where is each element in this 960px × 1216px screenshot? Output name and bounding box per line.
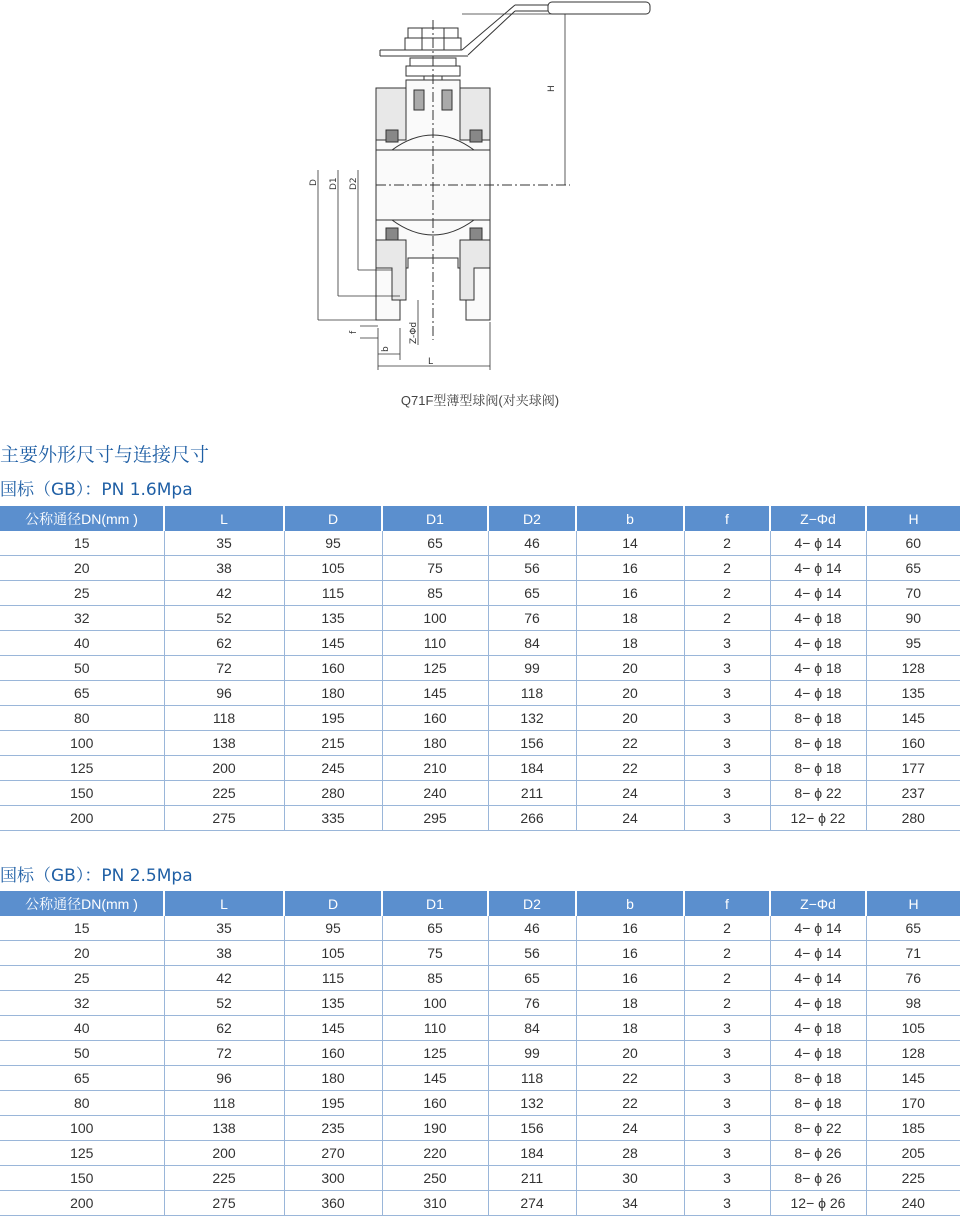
table-cell: 160 (382, 1091, 488, 1116)
spec-table-pn16 (0, 506, 960, 831)
table-cell: 72 (164, 656, 284, 681)
table-cell: 125 (0, 1141, 164, 1166)
table-cell: 62 (164, 1016, 284, 1041)
table-cell: 75 (382, 556, 488, 581)
spec-table-pn25 (0, 891, 960, 1216)
table-row (0, 1191, 960, 1216)
table-cell: 8− ϕ 18 (770, 1091, 866, 1116)
table-cell: 32 (0, 606, 164, 631)
table-cell: 220 (382, 1141, 488, 1166)
table-cell: 110 (382, 631, 488, 656)
table-cell: 3 (684, 631, 770, 656)
valve-drawing (0, 0, 960, 430)
table-cell: 20 (0, 941, 164, 966)
table-cell: 52 (164, 606, 284, 631)
table-cell: 184 (488, 756, 576, 781)
table-cell: 18 (576, 606, 684, 631)
table-cell: 145 (284, 631, 382, 656)
table-cell: 125 (0, 756, 164, 781)
table-cell: 16 (576, 581, 684, 606)
dim-label-l: L (428, 357, 434, 367)
table-cell: 200 (0, 806, 164, 831)
table-row (0, 1141, 960, 1166)
column-header: D (284, 506, 382, 531)
table-cell: 38 (164, 941, 284, 966)
table-cell: 132 (488, 1091, 576, 1116)
table-cell: 84 (488, 631, 576, 656)
table-cell: 225 (866, 1166, 960, 1191)
table-cell: 90 (866, 606, 960, 631)
table-cell: 274 (488, 1191, 576, 1216)
table-cell: 8− ϕ 18 (770, 756, 866, 781)
table-cell: 65 (382, 531, 488, 556)
table-row (0, 1066, 960, 1091)
table-row (0, 656, 960, 681)
dim-label-b: b (381, 346, 391, 352)
table-cell: 184 (488, 1141, 576, 1166)
table-cell: 20 (576, 681, 684, 706)
table-cell: 30 (576, 1166, 684, 1191)
table-cell: 35 (164, 531, 284, 556)
table-cell: 132 (488, 706, 576, 731)
column-header: f (684, 506, 770, 531)
table-cell: 210 (382, 756, 488, 781)
table-cell: 25 (0, 966, 164, 991)
table-cell: 270 (284, 1141, 382, 1166)
table-cell: 4− ϕ 14 (770, 941, 866, 966)
table-cell: 3 (684, 1166, 770, 1191)
table-cell: 96 (164, 681, 284, 706)
table-cell: 4− ϕ 14 (770, 531, 866, 556)
table-cell: 95 (284, 531, 382, 556)
table-cell: 76 (488, 991, 576, 1016)
table-cell: 280 (284, 781, 382, 806)
table-cell: 160 (866, 731, 960, 756)
table-cell: 8− ϕ 22 (770, 1116, 866, 1141)
table-cell: 12− ϕ 22 (770, 806, 866, 831)
table-cell: 138 (164, 1116, 284, 1141)
column-header: 公称通径DN(mm ) (0, 506, 164, 531)
table-cell: 2 (684, 531, 770, 556)
table-cell: 15 (0, 916, 164, 941)
table-cell: 42 (164, 966, 284, 991)
column-header: D (284, 891, 382, 916)
table-cell: 65 (0, 681, 164, 706)
table-cell: 3 (684, 1091, 770, 1116)
table-cell: 4− ϕ 18 (770, 1016, 866, 1041)
table-row (0, 991, 960, 1016)
table-cell: 35 (164, 916, 284, 941)
table-cell: 50 (0, 1041, 164, 1066)
table-cell: 3 (684, 706, 770, 731)
table-cell: 72 (164, 1041, 284, 1066)
table-cell: 150 (0, 1166, 164, 1191)
table-row (0, 531, 960, 556)
table-cell: 205 (866, 1141, 960, 1166)
table-cell: 8− ϕ 26 (770, 1166, 866, 1191)
table-cell: 12− ϕ 26 (770, 1191, 866, 1216)
table-cell: 62 (164, 631, 284, 656)
table-cell: 135 (284, 606, 382, 631)
table-cell: 128 (866, 656, 960, 681)
table-cell: 2 (684, 941, 770, 966)
table-cell: 20 (576, 1041, 684, 1066)
table-cell: 65 (382, 916, 488, 941)
dim-label-f: f (349, 330, 359, 334)
table-cell: 4− ϕ 18 (770, 1041, 866, 1066)
table-cell: 3 (684, 1041, 770, 1066)
table-cell: 211 (488, 781, 576, 806)
table-cell: 18 (576, 1016, 684, 1041)
table-header-row (0, 891, 960, 916)
table-cell: 25 (0, 581, 164, 606)
table-cell: 18 (576, 631, 684, 656)
table-cell: 295 (382, 806, 488, 831)
table-cell: 4− ϕ 18 (770, 606, 866, 631)
table-cell: 145 (284, 1016, 382, 1041)
table-cell: 22 (576, 756, 684, 781)
table-row (0, 1016, 960, 1041)
table-cell: 2 (684, 991, 770, 1016)
table-cell: 125 (382, 656, 488, 681)
table-cell: 180 (284, 1066, 382, 1091)
table-cell: 266 (488, 806, 576, 831)
table-cell: 250 (382, 1166, 488, 1191)
table-cell: 70 (866, 581, 960, 606)
table-cell: 237 (866, 781, 960, 806)
table-cell: 4− ϕ 18 (770, 631, 866, 656)
table-cell: 4− ϕ 14 (770, 581, 866, 606)
table-cell: 56 (488, 941, 576, 966)
valve-cross-section-svg (0, 0, 960, 390)
table-cell: 156 (488, 731, 576, 756)
table-cell: 95 (866, 631, 960, 656)
table-cell: 195 (284, 1091, 382, 1116)
valve-handle (380, 2, 650, 56)
table-cell: 4− ϕ 18 (770, 681, 866, 706)
figure-caption: Q71F型薄型球阀(对夹球阀) (400, 393, 560, 408)
table-cell: 110 (382, 1016, 488, 1041)
column-header: H (866, 891, 960, 916)
table-cell: 160 (284, 1041, 382, 1066)
table-cell: 3 (684, 731, 770, 756)
table-cell: 200 (164, 756, 284, 781)
table-cell: 335 (284, 806, 382, 831)
table-cell: 145 (382, 1066, 488, 1091)
table-cell: 100 (0, 1116, 164, 1141)
table-cell: 190 (382, 1116, 488, 1141)
table-cell: 8− ϕ 18 (770, 706, 866, 731)
column-header: D2 (488, 506, 576, 531)
table-cell: 20 (0, 556, 164, 581)
table-cell: 24 (576, 781, 684, 806)
table-row (0, 941, 960, 966)
table-row (0, 631, 960, 656)
table-cell: 156 (488, 1116, 576, 1141)
table-cell: 60 (866, 531, 960, 556)
table-row (0, 706, 960, 731)
table-cell: 4− ϕ 14 (770, 916, 866, 941)
table-cell: 16 (576, 966, 684, 991)
column-header: L (164, 891, 284, 916)
section-title: 主要外形尺寸与连接尺寸 (0, 444, 210, 466)
table-row (0, 681, 960, 706)
table-cell: 225 (164, 781, 284, 806)
table-cell: 177 (866, 756, 960, 781)
table-row (0, 606, 960, 631)
table-cell: 2 (684, 606, 770, 631)
table-cell: 8− ϕ 26 (770, 1141, 866, 1166)
table-cell: 145 (866, 706, 960, 731)
table-cell: 310 (382, 1191, 488, 1216)
table-cell: 4− ϕ 14 (770, 556, 866, 581)
table-cell: 85 (382, 966, 488, 991)
table-cell: 2 (684, 966, 770, 991)
column-header: D2 (488, 891, 576, 916)
table-cell: 138 (164, 731, 284, 756)
table-cell: 4− ϕ 14 (770, 966, 866, 991)
table-cell: 20 (576, 656, 684, 681)
table-cell: 275 (164, 1191, 284, 1216)
table-cell: 185 (866, 1116, 960, 1141)
table-cell: 240 (866, 1191, 960, 1216)
table-cell: 3 (684, 806, 770, 831)
table-cell: 3 (684, 681, 770, 706)
table-row (0, 556, 960, 581)
table-cell: 15 (0, 531, 164, 556)
table-cell: 40 (0, 1016, 164, 1041)
table-cell: 240 (382, 781, 488, 806)
table-cell: 128 (866, 1041, 960, 1066)
dim-label-zd: Z-Φd (409, 321, 419, 344)
table-cell: 24 (576, 806, 684, 831)
table-cell: 180 (284, 681, 382, 706)
table-cell: 32 (0, 991, 164, 1016)
table-cell: 20 (576, 706, 684, 731)
table-cell: 14 (576, 531, 684, 556)
table-header-row (0, 506, 960, 531)
table-cell: 105 (284, 941, 382, 966)
dim-label-d2: D2 (349, 177, 359, 190)
table-cell: 360 (284, 1191, 382, 1216)
table-cell: 105 (284, 556, 382, 581)
table-cell: 225 (164, 1166, 284, 1191)
table-cell: 100 (382, 606, 488, 631)
table-cell: 2 (684, 916, 770, 941)
table-cell: 118 (488, 1066, 576, 1091)
table-cell: 135 (866, 681, 960, 706)
table-cell: 115 (284, 966, 382, 991)
table-cell: 2 (684, 556, 770, 581)
table-cell: 46 (488, 916, 576, 941)
table-row (0, 1091, 960, 1116)
table-cell: 65 (488, 966, 576, 991)
table-cell: 65 (0, 1066, 164, 1091)
column-header: H (866, 506, 960, 531)
table-cell: 160 (382, 706, 488, 731)
table-cell: 105 (866, 1016, 960, 1041)
table-cell: 100 (382, 991, 488, 1016)
column-header: b (576, 891, 684, 916)
dim-label-d1: D1 (329, 177, 339, 190)
table-title-pn25: 国标（GB）：PN 2.5Mpa (0, 866, 193, 886)
table-cell: 80 (0, 706, 164, 731)
table-row (0, 1041, 960, 1066)
table-cell: 2 (684, 581, 770, 606)
table-cell: 150 (0, 781, 164, 806)
table-cell: 85 (382, 581, 488, 606)
table-cell: 125 (382, 1041, 488, 1066)
table-cell: 8− ϕ 18 (770, 731, 866, 756)
column-header: Z−Φd (770, 506, 866, 531)
table-cell: 3 (684, 1191, 770, 1216)
column-header: D1 (382, 891, 488, 916)
table-cell: 98 (866, 991, 960, 1016)
table-cell: 3 (684, 756, 770, 781)
table-cell: 118 (164, 1091, 284, 1116)
table-cell: 118 (488, 681, 576, 706)
table-cell: 211 (488, 1166, 576, 1191)
table-cell: 16 (576, 941, 684, 966)
table-cell: 215 (284, 731, 382, 756)
table-cell: 8− ϕ 22 (770, 781, 866, 806)
column-header: Z−Φd (770, 891, 866, 916)
table-cell: 76 (866, 966, 960, 991)
column-header: L (164, 506, 284, 531)
table-row (0, 1116, 960, 1141)
table-cell: 42 (164, 581, 284, 606)
table-cell: 46 (488, 531, 576, 556)
table-cell: 18 (576, 991, 684, 1016)
table-cell: 115 (284, 581, 382, 606)
column-header: f (684, 891, 770, 916)
table-row (0, 806, 960, 831)
table-cell: 245 (284, 756, 382, 781)
table-cell: 80 (0, 1091, 164, 1116)
table-cell: 99 (488, 1041, 576, 1066)
table-cell: 300 (284, 1166, 382, 1191)
table-row (0, 966, 960, 991)
table-cell: 145 (866, 1066, 960, 1091)
table-cell: 99 (488, 656, 576, 681)
table-cell: 275 (164, 806, 284, 831)
table-cell: 3 (684, 1141, 770, 1166)
table-cell: 71 (866, 941, 960, 966)
table-row (0, 731, 960, 756)
table-row (0, 1166, 960, 1191)
table-title-pn16: 国标（GB）：PN 1.6Mpa (0, 480, 193, 500)
table-cell: 200 (164, 1141, 284, 1166)
table-cell: 145 (382, 681, 488, 706)
table-cell: 118 (164, 706, 284, 731)
table-cell: 100 (0, 731, 164, 756)
table-cell: 16 (576, 556, 684, 581)
table-cell: 3 (684, 1116, 770, 1141)
dim-label-d: D (309, 179, 319, 186)
table-cell: 65 (866, 916, 960, 941)
table-row (0, 781, 960, 806)
table-row (0, 581, 960, 606)
table-cell: 28 (576, 1141, 684, 1166)
table-cell: 96 (164, 1066, 284, 1091)
table-cell: 16 (576, 916, 684, 941)
table-cell: 52 (164, 991, 284, 1016)
dim-label-h: H (547, 85, 557, 92)
table-cell: 180 (382, 731, 488, 756)
table-cell: 22 (576, 1091, 684, 1116)
table-cell: 50 (0, 656, 164, 681)
table-cell: 280 (866, 806, 960, 831)
table-cell: 4− ϕ 18 (770, 656, 866, 681)
column-header: 公称通径DN(mm ) (0, 891, 164, 916)
table-row (0, 756, 960, 781)
table-cell: 3 (684, 781, 770, 806)
table-cell: 3 (684, 656, 770, 681)
table-cell: 95 (284, 916, 382, 941)
table-cell: 75 (382, 941, 488, 966)
table-cell: 22 (576, 1066, 684, 1091)
table-row (0, 916, 960, 941)
table-cell: 56 (488, 556, 576, 581)
table-cell: 24 (576, 1116, 684, 1141)
table-cell: 34 (576, 1191, 684, 1216)
table-cell: 84 (488, 1016, 576, 1041)
table-cell: 40 (0, 631, 164, 656)
table-cell: 135 (284, 991, 382, 1016)
table-cell: 8− ϕ 18 (770, 1066, 866, 1091)
table-cell: 65 (488, 581, 576, 606)
column-header: b (576, 506, 684, 531)
table-cell: 38 (164, 556, 284, 581)
table-cell: 3 (684, 1066, 770, 1091)
table-cell: 200 (0, 1191, 164, 1216)
table-cell: 65 (866, 556, 960, 581)
table-cell: 76 (488, 606, 576, 631)
table-cell: 170 (866, 1091, 960, 1116)
valve-body (376, 20, 570, 340)
table-cell: 3 (684, 1016, 770, 1041)
column-header: D1 (382, 506, 488, 531)
table-cell: 22 (576, 731, 684, 756)
table-cell: 4− ϕ 18 (770, 991, 866, 1016)
table-cell: 160 (284, 656, 382, 681)
table-cell: 195 (284, 706, 382, 731)
table-cell: 235 (284, 1116, 382, 1141)
